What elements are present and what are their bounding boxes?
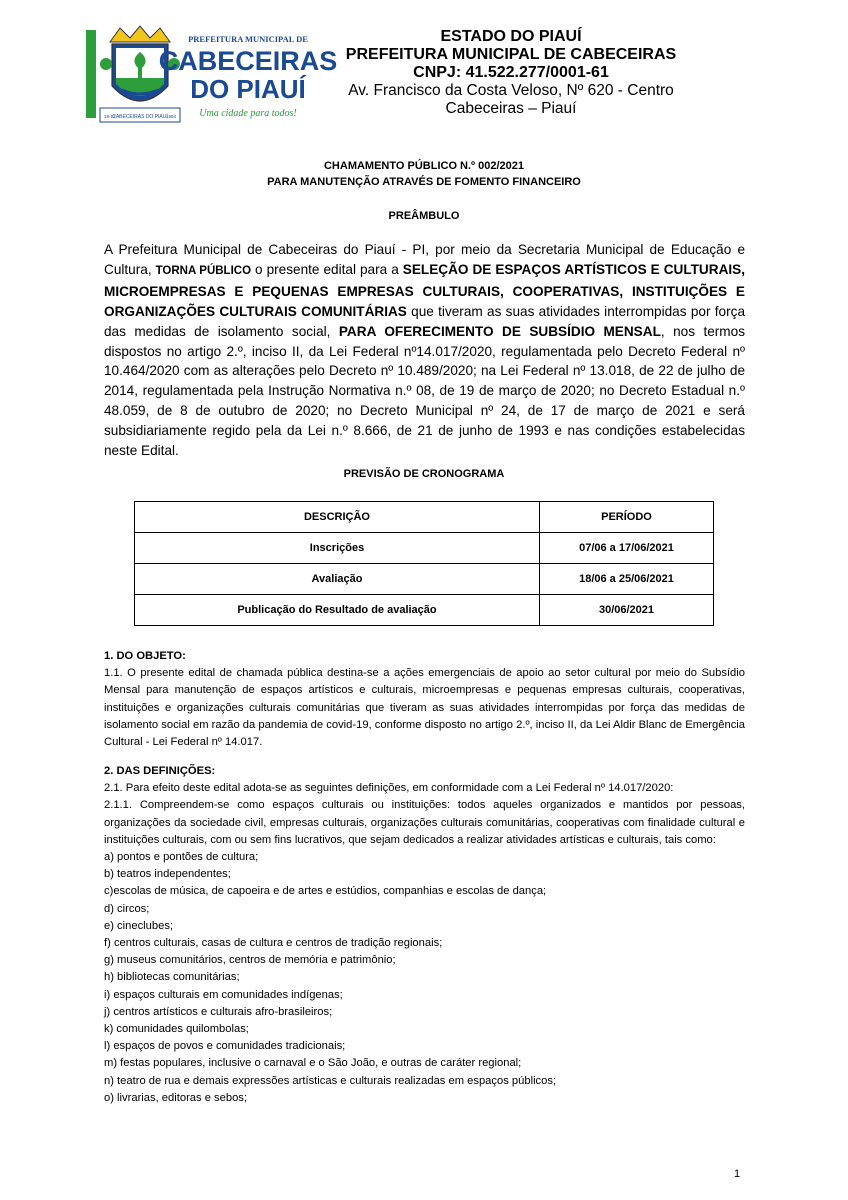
title-line-2: PARA MANUTENÇÃO ATRAVÉS DE FOMENTO FINANCEIRO — [267, 176, 581, 188]
row-description: Avaliação — [135, 564, 540, 595]
list-item: k) comunidades quilombolas; — [104, 1023, 249, 1036]
list-item: h) bibliotecas comunitárias; — [104, 971, 240, 984]
header-period: PERÍODO — [540, 502, 714, 533]
svg-text:CABECEIRAS: CABECEIRAS — [158, 46, 338, 76]
table-row — [135, 595, 714, 626]
svg-text:DO PIAUÍ: DO PIAUÍ — [190, 74, 306, 104]
cnpj: CNPJ: 41.522.277/0001-61 — [413, 64, 609, 81]
header-green-bar — [86, 30, 96, 118]
preamble-paragraph: A Prefeitura Municipal de Cabeceiras do Piauí - PI, por meio da Secretaria Municipal de Educação e Cultura, TORNA PÚBLICO o presente edital para a SELEÇÃO DE ESPAÇOS ARTÍSTICOS E CULTURAIS, MICROEMPRESAS E PEQUENAS EMPRESAS CULTURAIS, COOPERATIVAS, INSTITUIÇÕES E ORGANIZAÇÕES CULTURAIS COMUNITÁRIAS que tiveram as suas atividades interrompidas por força das medidas de isolamento social, PARA OFERECIMENTO DE SUBSÍDIO MENSAL, nos termos dispostos no artigo 2.º, inciso II, da Lei Federal nº14.017/2020, regulamentada pelo Decreto Federal nº 10.464/2020 com as alterações pelo Decreto nº 10.489/2020; na Lei Federal nº 13.018, de 22 de julho de 2014, regulamentada pela Instrução Normativa n.º 08, de 19 de março de 2020; no Decreto Estadual n.º 48.059, de 8 de outubro de 2020; no Decreto Municipal nº 24, de 17 de março de 2021 e será subsidiariamente regido pela da Lei n.º 8.666, de 21 de junho de 1993 e nas condições estabelecidas neste Edital. — [104, 242, 746, 459]
page-number: 1 — [734, 1168, 741, 1180]
address: Av. Francisco da Costa Veloso, Nº 620 - Centro — [348, 82, 674, 99]
list-item: f) centros culturais, casas de cultura e centros de tradição regionais; — [104, 937, 443, 950]
table-row — [135, 564, 714, 595]
section-definitions — [104, 763, 745, 1107]
section-object — [104, 648, 745, 751]
table-row — [135, 533, 714, 564]
row-period: 18/06 a 25/06/2021 — [540, 564, 714, 595]
section-intro: 2.1. Para efeito deste edital adota-se as seguintes definições, em conformidade com a Lei Federal nº 14.017/2020: — [104, 782, 674, 795]
prefeitura-name: PREFEITURA MUNICIPAL DE CABECEIRAS — [345, 46, 677, 63]
list-item: e) cineclubes; — [104, 919, 174, 932]
schedule-table — [134, 501, 714, 626]
list-item: m) festas populares, inclusive o carnaval e o São João, e outras de caráter regional; — [104, 1057, 522, 1070]
list-item: l) espaços de povos e comunidades tradicionais; — [104, 1040, 346, 1053]
row-period: 07/06 a 17/06/2021 — [540, 533, 714, 564]
svg-text:1994: 1994 — [166, 114, 177, 119]
list-item: g) museus comunitários, centros de memória e patrimônio; — [104, 954, 396, 967]
list-item: i) espaços culturais em comunidades indígenas; — [104, 988, 343, 1001]
list-item: a) pontos e pontões de cultura; — [104, 851, 259, 864]
preamble-heading: PREÂMBULO — [388, 210, 460, 222]
row-description: Inscrições — [135, 533, 540, 564]
list-item: n) teatro de rua e demais expressões artísticas e culturais realizadas em espaços públicos; — [104, 1074, 557, 1087]
svg-text:19-12: 19-12 — [104, 114, 116, 119]
list-item: o) livrarias, editoras e sebos; — [104, 1091, 248, 1104]
section-heading: 1. DO OBJETO: — [104, 650, 186, 662]
list-item: b) teatros independentes; — [104, 868, 231, 881]
schedule-heading: PREVISÃO DE CRONOGRAMA — [343, 468, 505, 480]
title-line-1: CHAMAMENTO PÚBLICO N.º 002/2021 — [323, 160, 525, 172]
list-item: c)escolas de música, de capoeira e de artes e estúdios, companhias e escolas de dança; — [104, 885, 547, 898]
svg-text:CABECEIRAS DO PIAUÍ: CABECEIRAS DO PIAUÍ — [112, 114, 168, 120]
section-text: 1.1. O presente edital de chamada pública destina-se a ações emergenciais de apoio ao setor cultural por meio do Subsídio Mensal para manutenção de espaços artísticos e culturais, microempresas e pequenas empresas culturais, cooperativas, instituições e organizações culturais comunitárias que tiveram as suas atividades interrompidas por força das medidas de isolamento social em razão da pandemia de covid-19, conforme disposto no artigo 2.º, inciso II, da Lei Aldir Blanc de Emergência Cultural - Lei Federal nº 14.017. — [104, 667, 745, 749]
list-item: j) centros artísticos e culturais afro-brasileiros; — [104, 1005, 333, 1018]
state-name: ESTADO DO PIAUÍ — [440, 28, 582, 45]
row-description: Publicação do Resultado de avaliação — [135, 595, 540, 626]
svg-text:Uma cidade para todos!: Uma cidade para todos! — [199, 108, 297, 119]
table-header-row — [135, 502, 714, 533]
municipal-logo — [100, 24, 338, 128]
city: Cabeceiras – Piauí — [445, 100, 577, 117]
row-period: 30/06/2021 — [540, 595, 714, 626]
section-sub: 2.1.1. Compreendem-se como espaços culturais ou instituições: todos aqueles organizados e mantidos por pessoas, organizações da sociedade civil, empresas culturais, organizações culturais comunitárias, cooperativas com finalidade cultural e instituições culturais, com ou sem fins lucrativos, que sejam dedicados a realizar atividades artísticas e culturais, tais como: — [104, 799, 745, 846]
list-item: d) circos; — [104, 902, 150, 915]
header-block — [336, 28, 686, 118]
svg-text:PREFEITURA MUNICIPAL DE: PREFEITURA MUNICIPAL DE — [188, 34, 308, 44]
header-description: DESCRIÇÃO — [135, 502, 540, 533]
section-heading: 2. DAS DEFINIÇÕES: — [104, 765, 216, 777]
document-title — [0, 158, 848, 190]
